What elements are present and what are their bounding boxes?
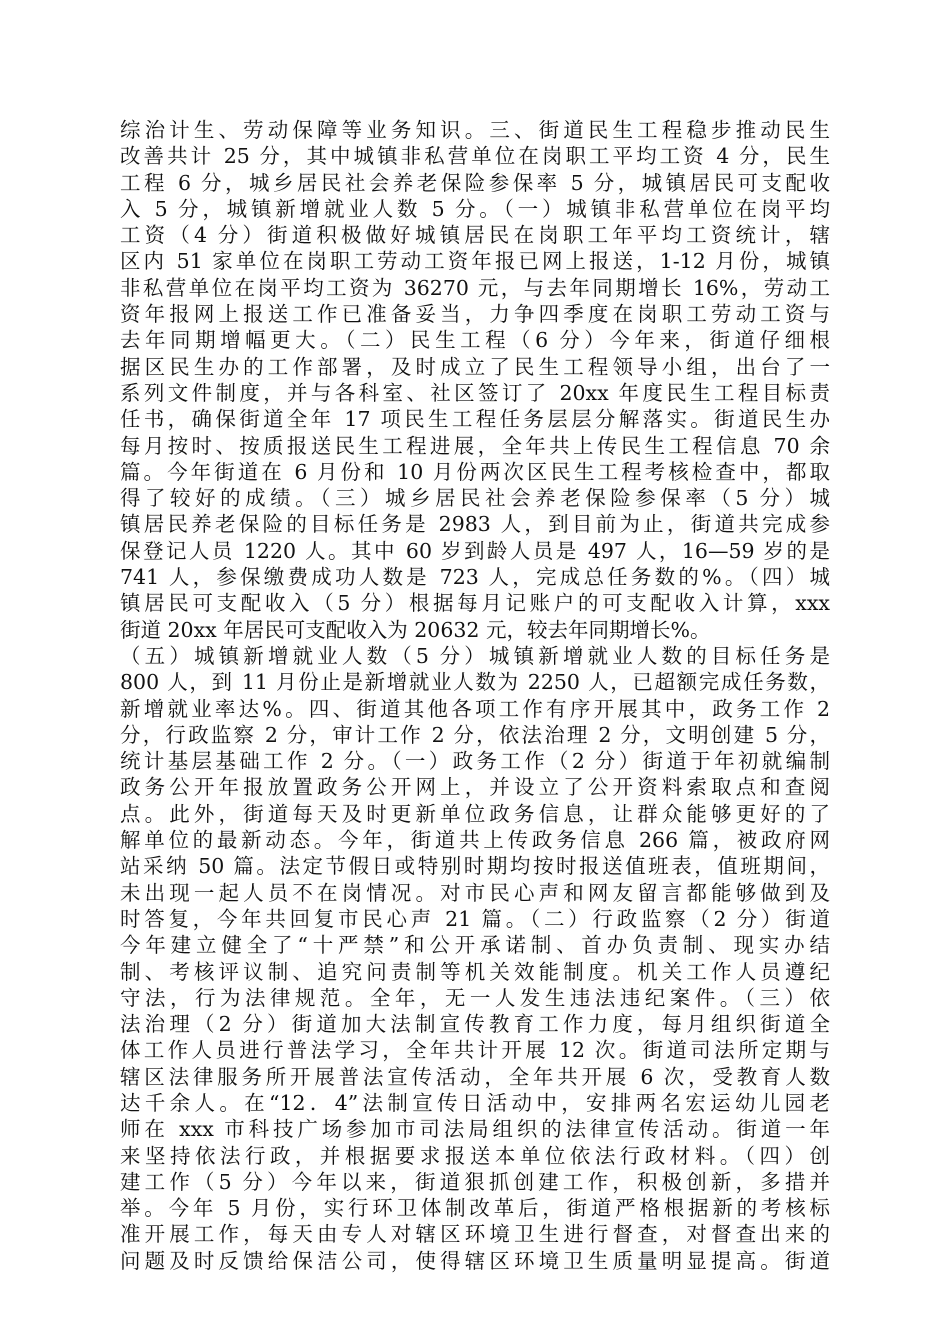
text-line: 新增就业率达%。四、街道其他各项工作有序开展其中，政务工作 2 [120,696,830,721]
text-line: 每月按时、按质报送民生工程进展，全年共上传民生工程信息 70 余 [120,433,830,458]
text-line: 统计基层基础工作 2 分。（一）政务工作（2 分）街道于年初就编制 [120,749,830,774]
text-line: 准开展工作，每天由专人对辖区环境卫生进行督查，对督查出来的 [120,1222,830,1247]
text-line: 800 人，到 11 月份止是新增就业人数为 2250 人，已超额完成任务数， [120,670,830,695]
text-line: 今年建立健全了“十严禁”和公开承诺制、首办负责制、现实办结 [120,933,830,958]
text-line: 综治计生、劳动保障等业务知识。三、街道民生工程稳步推动民生 [120,118,830,142]
text-line: 解单位的最新动态。今年，街道共上传政务信息 266 篇，被政府网 [120,828,830,853]
text-line: 来坚持依法行政，并根据要求报送本单位依法行政材料。（四）创 [120,1143,830,1168]
text-line: 分，行政监察 2 分，审计工作 2 分，依法治理 2 分，文明创建 5 分， [120,722,830,747]
text-line: 站采纳 50 篇。法定节假日或特别时期均按时报送值班表，值班期间， [120,854,830,879]
text-line: 系列文件制度，并与各科室、社区签订了 20xx 年度民生工程目标责 [120,380,830,405]
text-line: 保登记人员 1220 人。其中 60 岁到龄人员是 497 人，16—59 岁的是 [120,538,830,563]
text-line: 辖区法律服务所开展普法宣传活动，全年共开展 6 次，受教育人数 [120,1064,830,1089]
text-line: 入 5 分，城镇新增就业人数 5 分。（一）城镇非私营单位在岗平均 [120,196,830,221]
text-line: 问题及时反馈给保洁公司，使得辖区环境卫生质量明显提高。街道 [120,1248,830,1273]
text-line: 点。此外，街道每天及时更新单位政务信息，让群众能够更好的了 [120,801,830,826]
text-line: 举。今年 5 月份，实行环卫体制改革后，街道严格根据新的考核标 [120,1196,830,1221]
text-line: 体工作人员进行普法学习，全年共计开展 12 次。街道司法所定期与 [120,1038,830,1063]
text-line: 非私营单位在岗平均工资为 36270 元，与去年同期增长 16%，劳动工 [120,275,830,300]
text-line: 资年报网上报送工作已准备妥当，力争四季度在岗职工劳动工资与 [120,302,830,327]
text-line: 政务公开年报放置政务公开网上，并设立了公开资料索取点和查阅 [120,775,830,800]
text-line: 师在 xxx 市科技广场参加市司法局组织的法律宣传活动。街道一年 [120,1117,830,1142]
text-line: 镇居民可支配收入（5 分）根据每月记账户的可支配收入计算，xxx [120,591,830,616]
text-line: 时答复，今年共回复市民心声 21 篇。（二）行政监察（2 分）街道 [120,906,830,931]
text-line: 741 人，参保缴费成功人数是 723 人，完成总任务数的%。（四）城 [120,565,830,590]
text-line: 制、考核评议制、追究问责制等机关效能制度。机关工作人员遵纪 [120,959,830,984]
text-line: 未出现一起人员不在岗情况。对市民心声和网友留言都能够做到及 [120,880,830,905]
text-line: 工资（4 分）街道积极做好城镇居民在岗职工年平均工资统计，辖 [120,223,830,248]
text-line: 得了较好的成绩。（三）城乡居民社会养老保险参保率（5 分）城 [120,486,830,511]
text-line: 法治理（2 分）街道加大法制宣传教育工作力度，每月组织街道全 [120,1012,830,1037]
text-line: （五）城镇新增就业人数（5 分）城镇新增就业人数的目标任务是 [120,643,830,668]
text-line: 街道 20xx 年居民可支配收入为 20632 元，较去年同期增长%。 [120,617,711,642]
text-line: 工程 6 分，城乡居民社会养老保险参保率 5 分，城镇居民可支配收 [120,170,830,195]
text-line: 任书，确保街道全年 17 项民生工程任务层层分解落实。街道民生办 [120,407,830,432]
text-line: 镇居民养老保险的目标任务是 2983 人，到目前为止，街道共完成参 [120,512,830,537]
text-line: 据区民生办的工作部署，及时成立了民生工程领导小组，出台了一 [120,354,830,379]
text-line: 达千余人。在“12．4”法制宣传日活动中，安排两名宏运幼儿园老 [120,1090,830,1115]
text-line: 区内 51 家单位在岗职工劳动工资年报已网上报送，1-12 月份，城镇 [120,249,830,274]
text-line: 建工作（5 分）今年以来，街道狠抓创建工作，积极创新，多措并 [120,1169,830,1194]
text-line: 守法，行为法律规范。全年，无一人发生违法违纪案件。（三）依 [120,985,830,1010]
text-line: 篇。今年街道在 6 月份和 10 月份两次区民生工程考核检查中，都取 [120,459,830,484]
body-text [120,117,830,1274]
text-line: 改善共计 25 分，其中城镇非私营单位在岗职工平均工资 4 分，民生 [120,144,830,169]
text-line: 去年同期增幅更大。（二）民生工程（6 分）今年来，街道仔细根 [120,328,830,353]
